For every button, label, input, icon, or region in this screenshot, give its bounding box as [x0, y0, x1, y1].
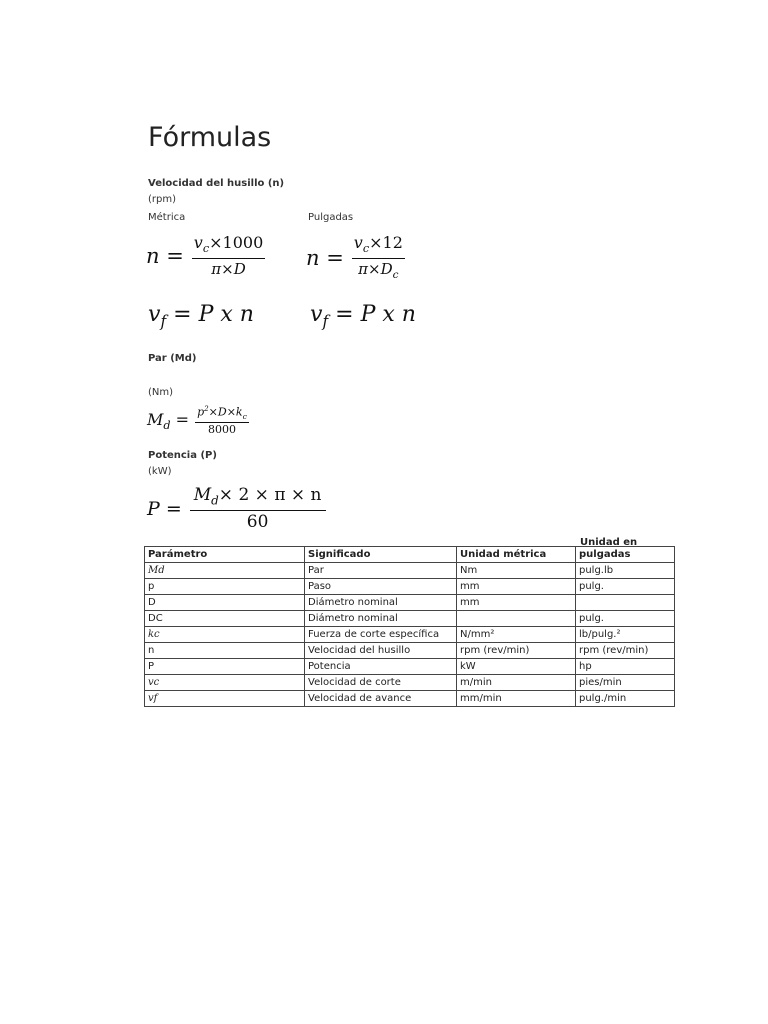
header-metric: Unidad métrica: [457, 547, 576, 563]
cell-metric: [457, 611, 576, 627]
cell-metric: rpm (rev/min): [457, 643, 576, 659]
metric-spindle-formula: [146, 234, 265, 278]
cell-meaning: Diámetro nominal: [305, 595, 457, 611]
cell-param: P: [145, 659, 305, 675]
cell-meaning: Fuerza de corte específica: [305, 627, 457, 643]
cell-param: n: [145, 643, 305, 659]
formula-numerator: $v_c\times 1000$: [192, 234, 265, 259]
table-row: [145, 643, 675, 659]
inch-spindle-formula: [306, 234, 405, 281]
cell-metric: N/mm²: [457, 627, 576, 643]
cell-inch: rpm (rev/min): [576, 643, 675, 659]
power-formula: P = $\frac{M_d\times 2 \times \pi \times n}{60}$: [147, 486, 326, 533]
cell-param: DC: [145, 611, 305, 627]
cell-meaning: Potencia: [305, 659, 457, 675]
table-row: [145, 595, 675, 611]
power-heading: Potencia (P): [148, 450, 217, 461]
formula-denominator: $\pi\times D_c$: [358, 260, 399, 282]
cell-inch: pies/min: [576, 675, 675, 691]
torque-heading: Par (Md): [148, 353, 197, 364]
cell-meaning: Velocidad del husillo: [305, 643, 457, 659]
table-header-row: [145, 547, 675, 563]
table-row: [145, 611, 675, 627]
cell-inch: lb/pulg.²: [576, 627, 675, 643]
spindle-heading: Velocidad del husillo (n): [148, 178, 285, 189]
table-row: [145, 659, 675, 675]
cell-param: p: [145, 579, 305, 595]
cell-param: Md: [145, 563, 305, 579]
cell-metric: mm: [457, 595, 576, 611]
formula-lhs: n =: [146, 244, 184, 269]
cell-metric: m/min: [457, 675, 576, 691]
torque-unit: (Nm): [148, 387, 174, 398]
cell-param: D: [145, 595, 305, 611]
table-row: [145, 675, 675, 691]
table-row: [145, 627, 675, 643]
formula-denominator: π×D: [211, 260, 246, 279]
inch-label: Pulgadas: [308, 212, 354, 223]
metric-feed-formula: $v_f = P$ x n: [148, 302, 254, 331]
cell-meaning: Paso: [305, 579, 457, 595]
cell-meaning: Diámetro nominal: [305, 611, 457, 627]
page-title: Fórmulas: [148, 122, 272, 153]
cell-meaning: Velocidad de avance: [305, 691, 457, 707]
formula-numerator: $v_c\times 12$: [352, 234, 405, 259]
header-wrap-top: Unidad en: [580, 537, 638, 548]
cell-metric: kW: [457, 659, 576, 675]
cell-inch: pulg./min: [576, 691, 675, 707]
cell-metric: mm: [457, 579, 576, 595]
metric-label: Métrica: [148, 212, 186, 223]
parameters-table: [144, 546, 675, 707]
cell-param: vf: [145, 691, 305, 707]
cell-meaning: Velocidad de corte: [305, 675, 457, 691]
cell-inch: pulg.lb: [576, 563, 675, 579]
table-row: [145, 579, 675, 595]
table-row: [145, 691, 675, 707]
cell-inch: pulg.: [576, 579, 675, 595]
power-unit: (kW): [148, 466, 172, 477]
spindle-unit: (rpm): [148, 194, 177, 205]
table-row: [145, 563, 675, 579]
cell-inch: hp: [576, 659, 675, 675]
header-meaning: Significado: [305, 547, 457, 563]
cell-metric: mm/min: [457, 691, 576, 707]
cell-param: vc: [145, 675, 305, 691]
cell-param: kc: [145, 627, 305, 643]
header-inch: pulgadas: [576, 547, 675, 563]
formula-lhs: n =: [306, 245, 344, 270]
inch-feed-formula: $v_f = P$ x n: [310, 302, 416, 331]
cell-inch: [576, 595, 675, 611]
cell-metric: Nm: [457, 563, 576, 579]
cell-inch: pulg.: [576, 611, 675, 627]
header-param: Parámetro: [145, 547, 305, 563]
torque-formula: $M_d$ = $\frac{p^2\times D\times k_c}{8000}$: [147, 404, 247, 437]
cell-meaning: Par: [305, 563, 457, 579]
